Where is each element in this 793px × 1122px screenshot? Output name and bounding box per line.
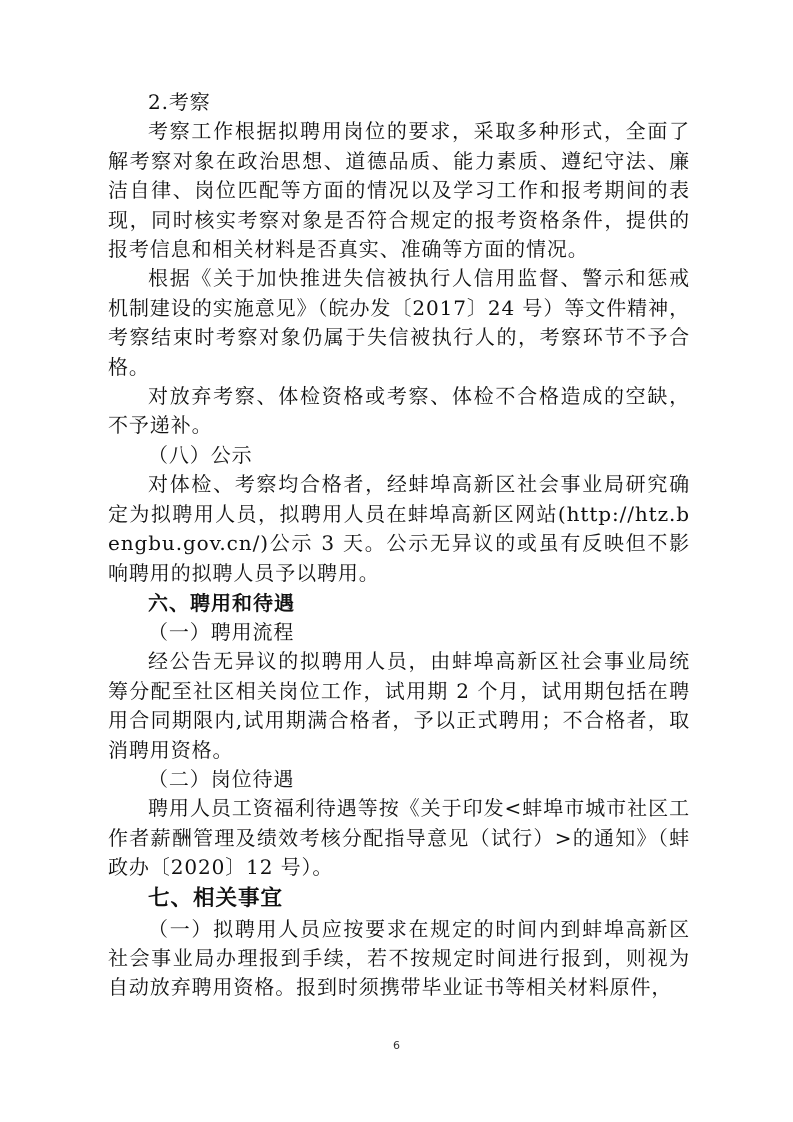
paragraph-report: （一）拟聘用人员应按要求在规定的时间内到蚌埠高新区社会事业局办理报到手续，若不按规定时间进行报到，则视为自动放弃聘用资格。报到时须携带毕业证书等相关材料原件， [108,916,690,1000]
subsection-6-1-title: （一）聘用流程 [148,619,295,644]
paragraph-publicity: 对体检、考察均合格者，经蚌埠高新区社会事业局研究确定为拟聘用人员，拟聘用人员在蚌埠高新区网站(http://htz.bengbu.gov.cn/)公示 3 天。公示无异议的或虽有反映但不影响聘用的拟聘人员予以聘用。 [108,472,690,585]
paragraph-salary: 聘用人员工资福利待遇等按《关于印发<蚌埠市城市社区工作者薪酬管理及绩效考核分配指导意见（试行）>的通知》（蚌政办〔2020〕12 号）。 [108,796,690,880]
subsection-6-2-title: （二）岗位待遇 [148,766,295,791]
section-2-title: 2.考察 [148,90,211,114]
page-number: 6 [393,1039,400,1052]
page-body [108,88,690,1003]
paragraph-credit: 根据《关于加快推进失信被执行人信用监督、警示和惩戒机制建设的实施意见》（皖办发〔2017〕24 号）等文件精神，考察结束时考察对象仍属于失信被执行人的，考察环节不予合格。 [108,266,690,379]
subsection-8-title: （八）公示 [148,442,253,467]
section-6-title: 六、聘用和待遇 [148,590,295,615]
paragraph-process: 经公告无异议的拟聘用人员，由蚌埠高新区社会事业局统筹分配至社区相关岗位工作，试用期 2 个月，试用期包括在聘用合同期限内,试用期满合格者，予以正式聘用；不合格者，取消聘用资格。 [108,649,690,762]
paragraph-vacancy: 对放弃考察、体检资格或考察、体检不合格造成的空缺，不予递补。 [108,384,690,438]
section-7-title: 七、相关事宜 [148,885,284,911]
paragraph-inspection: 考察工作根据拟聘用岗位的要求，采取多种形式，全面了解考察对象在政治思想、道德品质、能力素质、遵纪守法、廉洁自律、岗位匹配等方面的情况以及学习工作和报考期间的表现，同时核实考察对象是否符合规定的报考资格条件，提供的报考信息和相关材料是否真实、准确等方面的情况。 [108,119,690,262]
